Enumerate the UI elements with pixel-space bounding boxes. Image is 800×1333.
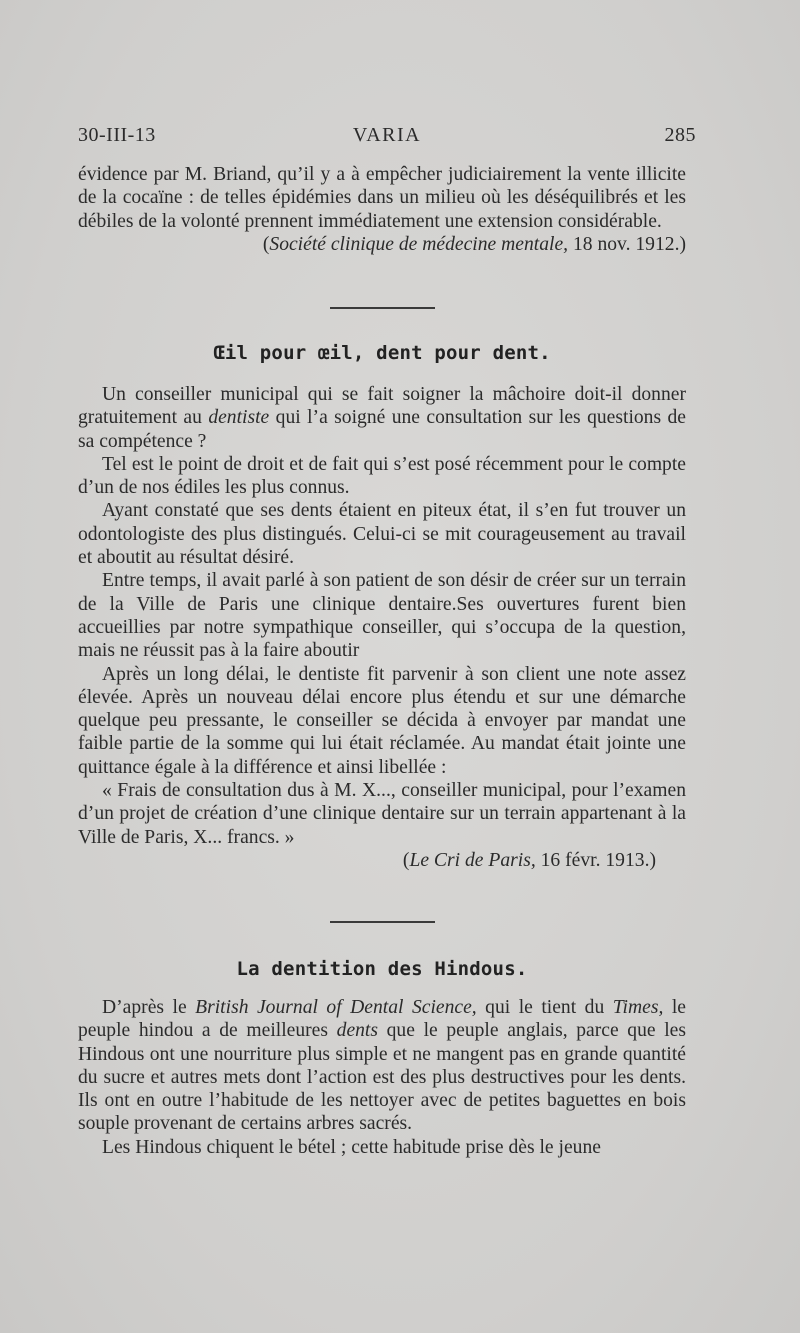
citation-date: 16 févr. 1913.) [540,849,656,871]
quoted-receipt: « Frais de consultation dus à M. X..., conseiller municipal, pour l’examen d’un projet de création d’une clinique dentaire sur un terrain appartenant à la Ville de Paris, X... francs. » [78,780,686,848]
issue-date: 30-III-13 [78,124,156,146]
paragraph: D’après le British Journal of Dental Science, qui le tient du Times, le peuple hindou a de meilleures dents que le peuple anglais, parce que les Hindous ont une nourriture plus simple et ne mangent pas en grande quantité du sucre et autres mets dont l’action est des plus destructives pour les dents. Ils ont en outre l’habitude de les nettoyer avec de petites baguettes en bois souple provenant de certains arbres sacrés. [78,997,687,1135]
section1-body [78,383,686,872]
intro-paragraph: évidence par M. Briand, qu’il y a à empêcher judiciairement la vente illicite de la cocaïne : de telles épidémies dans un milieu où les déséquilibrés et les débiles de la volonté prennent immédiatement une extension considérable. [78,164,686,232]
running-header [78,124,696,154]
paragraph: Entre temps, il avait parlé à son patient de son désir de créer sur un terrain de la Ville de Paris une clinique dentaire.Ses ouvertures furent bien accueillies par notre sympathique conseiller, qui s’occupa de la question, mais ne réussit pas à la faire aboutir [78,570,686,662]
citation-source: Société clinique de médecine mentale, [269,233,569,255]
section-divider [330,307,435,309]
section-heading: Œil pour œil, dent pour dent. [213,342,551,364]
section-title: VARIA [352,124,422,146]
paragraph: Ayant constaté que ses dents étaient en piteux état, il s’en fut trouver un odontologiste des plus distingués. Celui-ci se mit courageusement au travail et aboutit au résultat désiré. [78,500,686,569]
section2-body [78,996,686,1159]
paragraph: Les Hindous chiquent le bétel ; cette habitude prise dès le jeune [102,1136,601,1158]
citation-source: Le Cri de Paris, [409,849,536,871]
paragraph: Après un long délai, le dentiste fit parvenir à son client une note assez élevée. Après un nouveau délai encore plus étendu et sur une démarche quelque peu pressante, le conseiller se décida à envoyer par mandat une faible partie de la somme qui lui était réclamée. Au mandat était jointe une quittance égale à la différence et ainsi libellée : [78,663,686,778]
intro-block [78,163,686,256]
citation-date: 18 nov. 1912.) [572,233,686,255]
section-divider [330,921,435,923]
page-number: 285 [664,124,696,146]
paragraph: Un conseiller municipal qui se fait soigner la mâchoire doit-il donner gratuitement au dentiste qui l’a soigné une consultation sur les questions de sa compétence ? [78,384,686,452]
intro-citation: (Société clinique de médecine mentale, 18 nov. 1912.) [262,233,686,255]
paragraph: Tel est le point de droit et de fait qui s’est posé récemment pour le compte d’un de nos édiles les plus connus. [78,453,686,499]
section1-citation: (Le Cri de Paris, 16 févr. 1913.) [402,849,656,871]
section-heading: La dentition des Hindous. [236,958,528,980]
